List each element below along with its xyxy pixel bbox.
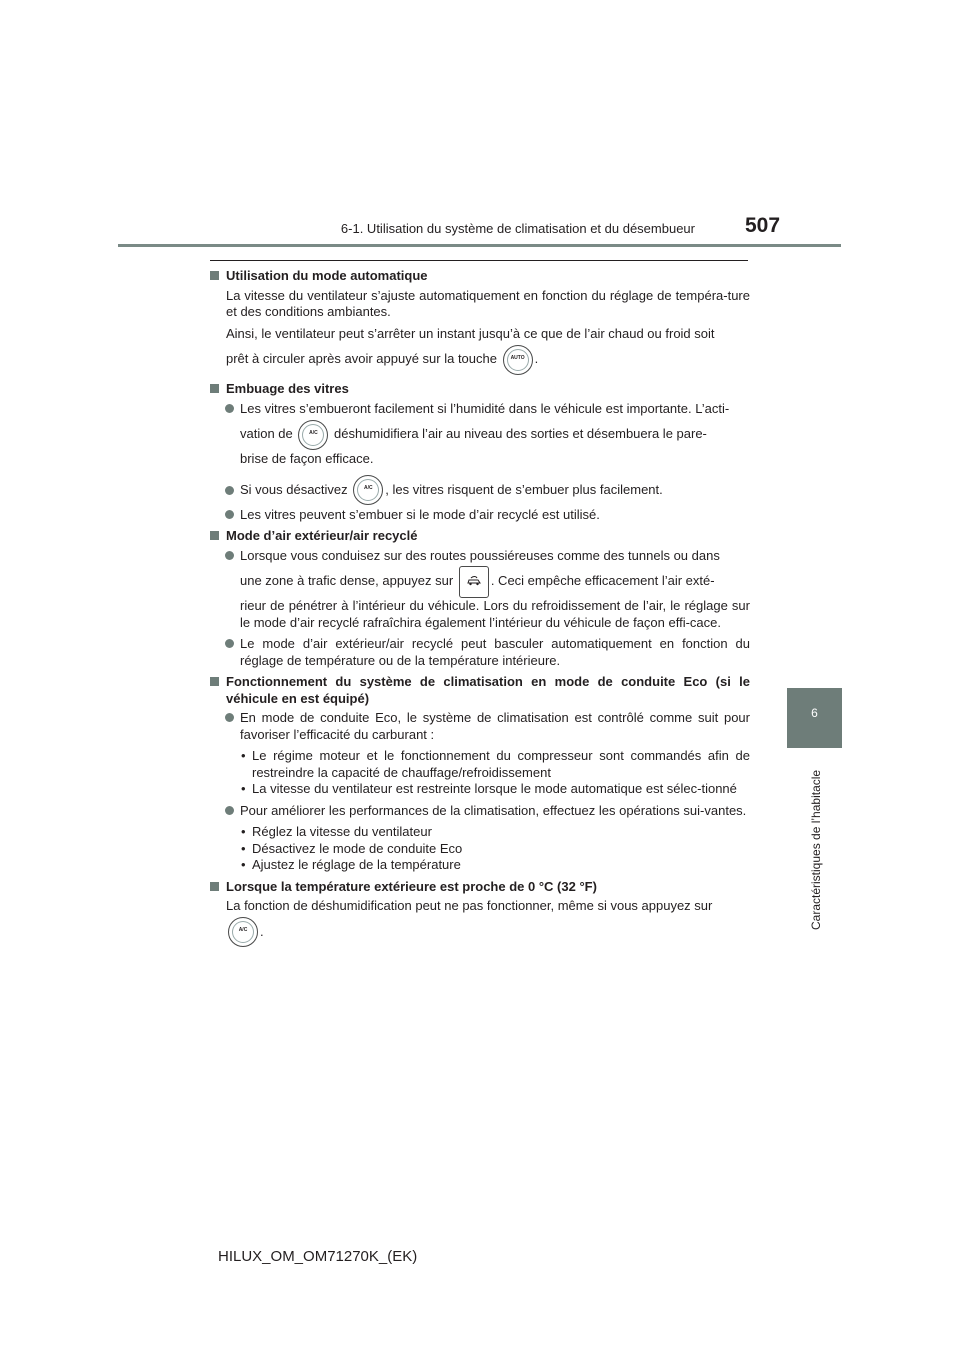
sub-list-item: • Désactivez le mode de conduite Eco [241, 840, 463, 856]
paragraph: Ainsi, le ventilateur peut s’arrêter un instant jusqu’à ce que de l’air chaud ou froid soit [226, 325, 715, 341]
list-item: En mode de conduite Eco, le système de climatisation est contrôlé comme suit pour favoriser l’efficacité du carburant : [210, 710, 750, 743]
ac-button-icon: A/C [298, 420, 328, 450]
round-bullet-icon [225, 404, 234, 413]
square-bullet-icon [210, 677, 219, 686]
section-heading: Utilisation du mode automatique [210, 268, 750, 285]
list-item: Lorsque vous conduisez sur des routes poussiéreuses comme des tunnels ou dans [210, 548, 750, 565]
list-item-continued: brise de façon efficace. [240, 451, 374, 466]
list-item-continued: rieur de pénétrer à l’intérieur du véhicule. Lors du refroidissement de l’air, le réglage sur le mode d’air recyclé rafraîchira également l’intérieur du véhicule de façon effi-cace. [240, 598, 750, 630]
ac-button-icon: A/C [228, 917, 258, 947]
section-heading: Fonctionnement du système de climatisation en mode de conduite Eco (si le véhicule en est équipé) [210, 674, 750, 707]
document-code: HILUX_OM_OM71270K_(EK) [218, 1248, 418, 1265]
list-item: Les vitres s’embueront facilement si l’humidité dans le véhicule est importante. L’acti- [210, 401, 750, 418]
paragraph: A/C . [226, 915, 750, 949]
auto-button-icon: AUTO [503, 345, 533, 375]
round-bullet-icon [225, 713, 234, 722]
section-header-title: 6-1. Utilisation du système de climatisation et du désembueur [340, 221, 695, 236]
recirculation-button-icon [459, 566, 489, 598]
sub-list-item: • Réglez la vitesse du ventilateur [241, 824, 432, 839]
chapter-label: Caractéristiques de l’habitacle [809, 769, 823, 930]
sub-list-item: • Le régime moteur et le fonctionnement du compresseur sont commandés afin de restreindre la capacité de chauffage/refroidissement [241, 748, 750, 780]
list-item: Pour améliorer les performances de la climatisation, effectuez les opérations sui-vantes. [210, 803, 750, 820]
round-bullet-icon [225, 639, 234, 648]
square-bullet-icon [210, 882, 219, 891]
round-bullet-icon [225, 806, 234, 815]
square-bullet-icon [210, 531, 219, 540]
paragraph: La vitesse du ventilateur s’ajuste automatiquement en fonction du réglage de tempéra-ture et des conditions ambiantes. [226, 287, 750, 319]
chapter-number: 6 [811, 706, 818, 720]
list-item: Si vous désactivez A/C , les vitres risquent de s’embuer plus facilement. [210, 473, 750, 507]
section-heading: Embuage des vitres [210, 381, 750, 398]
section-heading: Mode d’air extérieur/air recyclé [210, 528, 750, 545]
list-item: Les vitres peuvent s’embuer si le mode d’air recyclé est utilisé. [210, 507, 750, 524]
round-bullet-icon [225, 486, 234, 495]
page-number: 507 [745, 214, 781, 237]
list-item-continued: une zone à trafic dense, appuyez sur . Ceci empêche efficacement l’air exté- [210, 564, 750, 598]
round-bullet-icon [225, 551, 234, 560]
page-content [210, 268, 750, 954]
list-item-continued: vation de A/C déshumidifiera l’air au niveau des sorties et désembuera le pare- [210, 417, 750, 451]
list-item: Le mode d’air extérieur/air recyclé peut basculer automatiquement en fonction du réglage de température ou de la température intérieure. [210, 636, 750, 669]
content-rule [210, 260, 748, 261]
sub-list-item: • La vitesse du ventilateur est restreinte lorsque le mode automatique est sélec-tionné [241, 781, 737, 796]
section-heading: Lorsque la température extérieure est proche de 0 °C (32 °F) [210, 879, 750, 896]
square-bullet-icon [210, 271, 219, 280]
paragraph: prêt à circuler après avoir appuyé sur la touche AUTO . [226, 342, 750, 376]
sub-list-item: • Ajustez le réglage de la température [241, 857, 461, 872]
paragraph: La fonction de déshumidification peut ne pas fonctionner, même si vous appuyez sur [226, 898, 713, 913]
round-bullet-icon [225, 510, 234, 519]
car-recirculation-icon [466, 576, 482, 586]
ac-button-icon: A/C [353, 475, 383, 505]
square-bullet-icon [210, 384, 219, 393]
header-rule [118, 244, 841, 247]
